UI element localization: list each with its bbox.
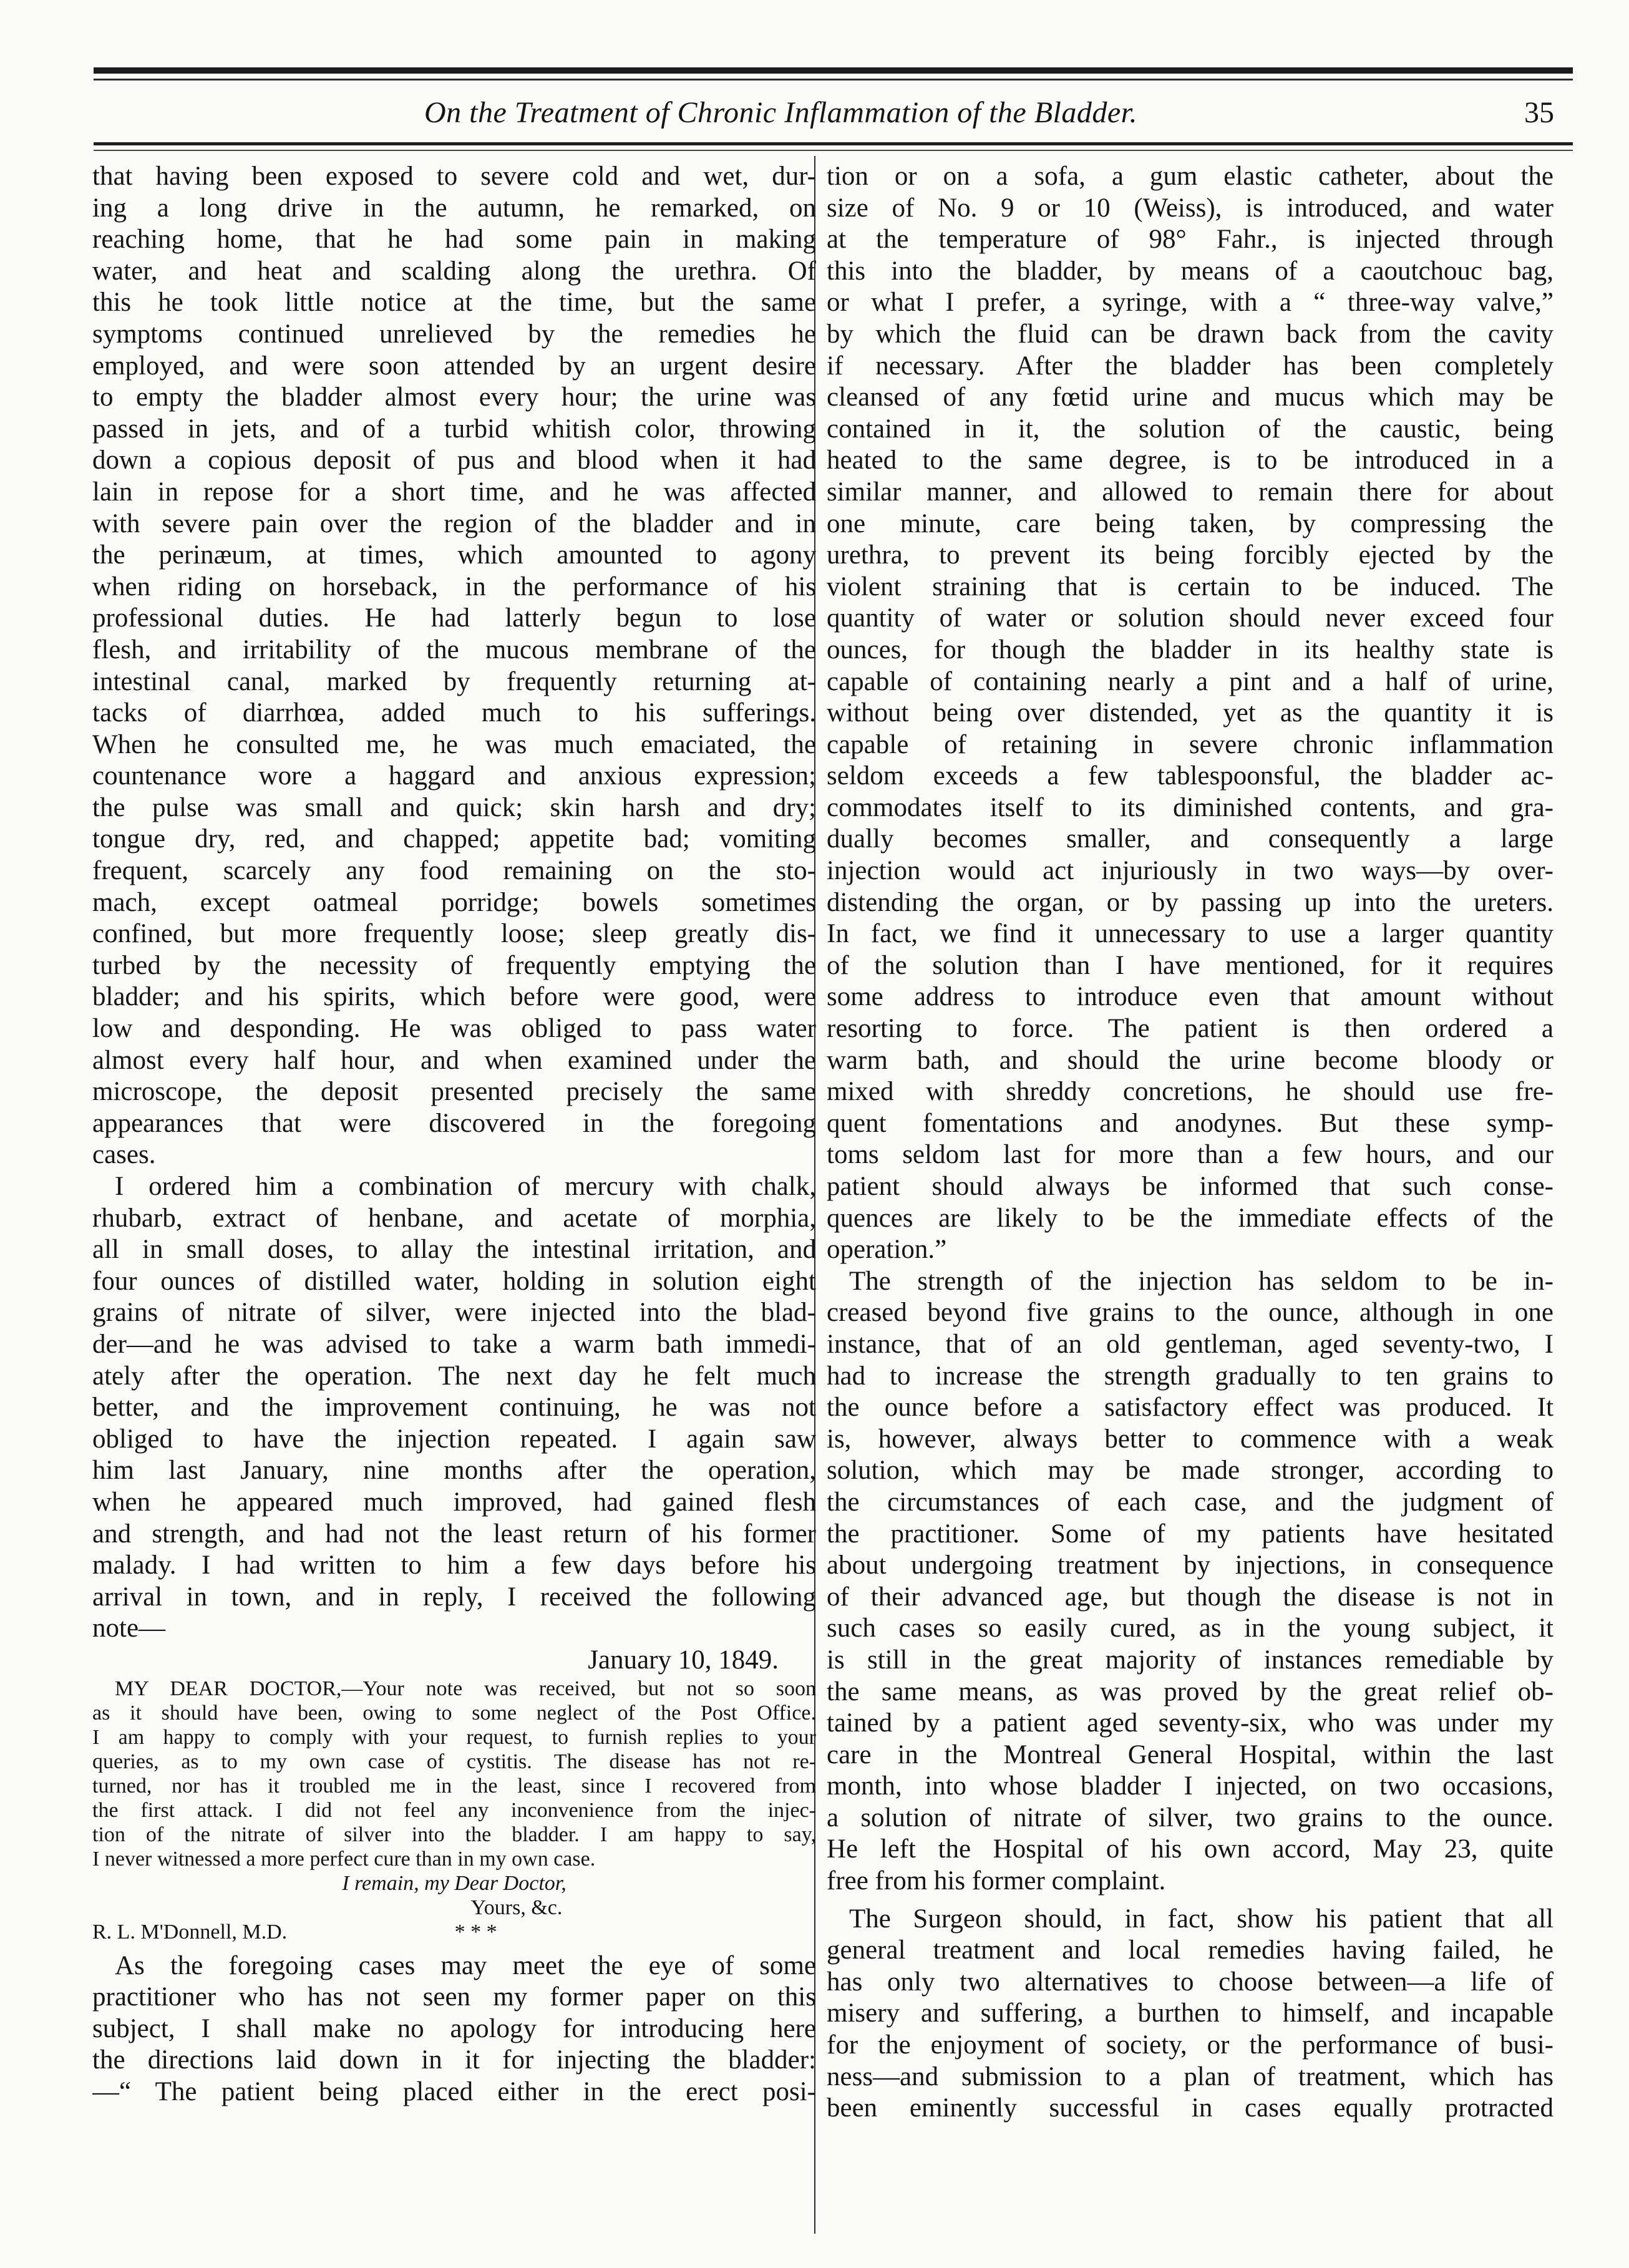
letter-line: tion of the nitrate of silver into the bladder. I am happy to say, [92, 1823, 816, 1846]
text-line: dually becomes smaller, and consequently a large [827, 824, 1554, 854]
text-line: month, into whose bladder I injected, on two occasions, [827, 1771, 1554, 1801]
text-line: low and desponding. He was obliged to pass water [92, 1014, 816, 1044]
text-line: urethra, to prevent its being forcibly ejected by the [827, 540, 1554, 570]
text-line: the directions laid down in it for injecting the bladder: [92, 2045, 816, 2075]
paragraph [92, 1171, 816, 1645]
text-line: been eminently successful in cases equally protracted [827, 2093, 1554, 2123]
text-line: solution, which may be made stronger, according to [827, 1456, 1554, 1486]
text-line: He left the Hospital of his own accord, May 23, quite [827, 1834, 1554, 1864]
text-line: The strength of the injection has seldom to be in- [849, 1266, 1554, 1296]
text-line: him last January, nine months after the operation, [92, 1456, 816, 1486]
text-line: contained in it, the solution of the caustic, being [827, 414, 1554, 444]
text-line: of the solution than I have mentioned, for it requires [827, 950, 1554, 980]
letter-closing: Yours, &c. [470, 1896, 563, 1919]
text-line: a solution of nitrate of silver, two grains to the ounce. [827, 1803, 1554, 1832]
text-line: der—and he was advised to take a warm bath immedi- [92, 1329, 816, 1359]
left-column [92, 161, 816, 2108]
text-line: the circumstances of each case, and the judgment of [827, 1487, 1554, 1517]
text-line: subject, I shall make no apology for introducing here [92, 2013, 816, 2043]
text-line: As the foregoing cases may meet the eye of some [115, 1950, 816, 1980]
text-line: injection would act injuriously in two ways—by over- [827, 856, 1554, 886]
text-line: this into the bladder, by means of a caoutchouc bag, [827, 256, 1554, 286]
letter-closing: I remain, my Dear Doctor, [342, 1871, 567, 1895]
text-line: note— [92, 1613, 166, 1643]
running-head: On the Treatment of Chronic Inflammation of the Bladder. [424, 96, 1138, 129]
text-line: capable of retaining in severe chronic inflammation [827, 729, 1554, 759]
text-line: quent fomentations and anodynes. But these symp- [827, 1108, 1554, 1138]
letter-line: the first attack. I did not feel any inconvenience from the injec- [92, 1798, 816, 1822]
text-line: frequent, scarcely any food remaining on the sto- [92, 856, 816, 886]
top-rule [94, 67, 1573, 74]
paragraph [92, 161, 816, 1171]
paragraph [92, 1950, 816, 2108]
text-line: almost every half hour, and when examined under the [92, 1045, 816, 1075]
header-rule-thin [94, 150, 1573, 151]
text-line: one minute, care being taken, by compressing the [827, 509, 1554, 538]
text-line: —“ The patient being placed either in the erect posi- [92, 2076, 816, 2106]
text-line: all in small doses, to allay the intestinal irritation, and [92, 1235, 816, 1265]
text-line: resorting to force. The patient is then ordered a [827, 1014, 1554, 1044]
text-line: creased beyond five grains to the ounce, although in one [827, 1298, 1554, 1328]
text-line: of their advanced age, but though the disease is not in [827, 1582, 1554, 1612]
text-line: that having been exposed to severe cold and wet, dur- [92, 162, 816, 191]
text-line: tacks of diarrhœa, added much to his sufferings. [92, 698, 816, 728]
top-rule-thin [94, 79, 1573, 80]
text-line: had to increase the strength gradually to ten grains to [827, 1361, 1554, 1391]
text-line: rhubarb, extract of henbane, and acetate of morphia, [92, 1203, 816, 1233]
text-line: the practitioner. Some of my patients have hesitated [827, 1519, 1554, 1549]
text-line: confined, but more frequently loose; sleep greatly dis- [92, 919, 816, 949]
signature-name: R. L. M'Donnell, M.D. [92, 1920, 288, 1944]
text-line: turbed by the necessity of frequently emptying the [92, 950, 816, 980]
text-line: lain in repose for a short time, and he was affected [92, 477, 816, 507]
text-line: the ounce before a satisfactory effect was produced. It [827, 1393, 1554, 1423]
text-line: patient should always be informed that such conse- [827, 1172, 1554, 1201]
text-line: is still in the great majority of instances remediable by [827, 1645, 1554, 1675]
text-line: without being over distended, yet as the quantity it is [827, 698, 1554, 728]
quoted-letter [92, 1677, 816, 1944]
text-line: this he took little notice at the time, but the same [92, 288, 816, 318]
text-line: ness—and submission to a plan of treatment, which has [827, 2061, 1554, 2091]
text-line: tion or on a sofa, a gum elastic catheter, about the [827, 162, 1554, 191]
letter-line: I am happy to comply with your request, to furnish replies to your [92, 1725, 816, 1749]
text-line: with severe pain over the region of the bladder and in [92, 509, 816, 538]
text-line: free from his former complaint. [827, 1866, 1166, 1896]
text-line: When he consulted me, he was much emaciated, the [92, 729, 816, 759]
text-line: flesh, and irritability of the mucous membrane of the [92, 635, 816, 664]
text-line: has only two alternatives to choose between—a life of [827, 1967, 1554, 1997]
text-line: capable of containing nearly a pint and a half of urine, [827, 666, 1554, 696]
text-line: size of No. 9 or 10 (Weiss), is introduced, and water [827, 193, 1554, 223]
text-line: passed in jets, and of a turbid whitish color, throwing [92, 414, 816, 444]
text-line: such cases so easily cured, as in the young subject, it [827, 1613, 1554, 1643]
paragraph [827, 1266, 1554, 1897]
letter-line: turned, nor has it troubled me in the least, since I recovered from [92, 1774, 816, 1798]
text-line: ately after the operation. The next day he felt much [92, 1361, 816, 1391]
text-line: employed, and were soon attended by an urgent desire [92, 351, 816, 381]
text-line: at the temperature of 98° Fahr., is injected through [827, 225, 1554, 255]
text-line: ounces, for though the bladder in its healthy state is [827, 635, 1554, 664]
text-line: I ordered him a combination of mercury with chalk, [115, 1172, 816, 1201]
right-column [827, 161, 1554, 2124]
text-line: heated to the same degree, is to be introduced in a [827, 445, 1554, 475]
text-line: operation.” [827, 1235, 947, 1265]
text-line: microscope, the deposit presented precisely the same [92, 1077, 816, 1107]
text-line: when he appeared much improved, had gained flesh [92, 1487, 816, 1517]
text-line: countenance wore a haggard and anxious expression; [92, 761, 816, 791]
paragraph [827, 161, 1554, 1266]
spacer [827, 1897, 1554, 1904]
text-line: malady. I had written to him a few days before his [92, 1550, 816, 1580]
text-line: about undergoing treatment by injections, in consequence [827, 1550, 1554, 1580]
page-number: 35 [1524, 96, 1554, 129]
text-line: appearances that were discovered in the foregoing [92, 1108, 816, 1138]
text-line: grains of nitrate of silver, were injected into the blad- [92, 1298, 816, 1328]
text-line: bladder; and his spirits, which before were good, were [92, 982, 816, 1012]
text-line: general treatment and local remedies having failed, he [827, 1935, 1554, 1965]
text-line: cases. [92, 1140, 156, 1170]
text-line: distending the organ, or by passing up into the ureters. [827, 887, 1554, 917]
text-line: seldom exceeds a few tablespoonsful, the bladder ac- [827, 761, 1554, 791]
text-line: or what I prefer, a syringe, with a “ three-way valve,” [827, 288, 1554, 318]
text-line: symptoms continued unrelieved by the remedies he [92, 319, 816, 349]
text-line: ing a long drive in the autumn, he remarked, on [92, 193, 816, 223]
text-line: care in the Montreal General Hospital, within the last [827, 1740, 1554, 1769]
text-line: The Surgeon should, in fact, show his patient that all [849, 1904, 1554, 1934]
text-line: mach, except oatmeal porridge; bowels sometimes [92, 887, 816, 917]
letter-line: as it should have been, owing to some neglect of the Post Office. [92, 1701, 816, 1725]
text-line: practitioner who has not seen my former paper on this [92, 1982, 816, 2012]
text-line: by which the fluid can be drawn back from the cavity [827, 319, 1554, 349]
text-line: intestinal canal, marked by frequently returning at- [92, 666, 816, 696]
text-line: reaching home, that he had some pain in making [92, 225, 816, 255]
text-line: quences are likely to be the immediate effects of the [827, 1203, 1554, 1233]
letter-line: MY DEAR DOCTOR,—Your note was received, but not so soon [115, 1677, 816, 1700]
text-line: arrival in town, and in reply, I received the following [92, 1582, 816, 1612]
text-line: when riding on horseback, in the performance of his [92, 572, 816, 601]
letter-line: queries, as to my own case of cystitis. The disease has not re- [92, 1750, 816, 1773]
text-line: and strength, and had not the least return of his former [92, 1519, 816, 1549]
text-line: the pulse was small and quick; skin harsh and dry; [92, 792, 816, 822]
text-line: is, however, always better to commence with a weak [827, 1424, 1554, 1454]
spacer [92, 1944, 816, 1950]
text-line: warm bath, and should the urine become bloody or [827, 1045, 1554, 1075]
section-break-stars: * * * [454, 1920, 497, 1944]
text-line: tongue dry, red, and chapped; appetite bad; vomiting [92, 824, 816, 854]
page-header [94, 86, 1573, 140]
letter-date: January 10, 1849. [588, 1645, 779, 1675]
text-line: water, and heat and scalding along the urethra. Of [92, 256, 816, 286]
text-line: better, and the improvement continuing, he was not [92, 1393, 816, 1423]
letter-line: I never witnessed a more perfect cure than in my own case. [92, 1847, 596, 1871]
header-rule [94, 142, 1573, 145]
text-line: obliged to have the injection repeated. I again saw [92, 1424, 816, 1454]
text-line: cleansed of any fœtid urine and mucus which may be [827, 382, 1554, 412]
text-line: similar manner, and allowed to remain there for about [827, 477, 1554, 507]
text-line: commodates itself to its diminished contents, and gra- [827, 792, 1554, 822]
text-line: toms seldom last for more than a few hours, and our [827, 1140, 1554, 1170]
text-line: to empty the bladder almost every hour; the urine was [92, 382, 816, 412]
text-line: instance, that of an old gentleman, aged seventy-two, I [827, 1329, 1554, 1359]
text-line: misery and suffering, a burthen to himself, and incapable [827, 1998, 1554, 2028]
text-line: down a copious deposit of pus and blood when it had [92, 445, 816, 475]
text-line: In fact, we find it unnecessary to use a larger quantity [827, 919, 1554, 949]
text-line: four ounces of distilled water, holding in solution eight [92, 1266, 816, 1296]
text-line: for the enjoyment of society, or the performance of busi- [827, 2030, 1554, 2060]
text-line: some address to introduce even that amount without [827, 982, 1554, 1012]
text-line: tained by a patient aged seventy-six, who was under my [827, 1708, 1554, 1738]
text-line: quantity of water or solution should never exceed four [827, 603, 1554, 633]
paragraph [827, 1904, 1554, 2124]
text-line: violent straining that is certain to be induced. The [827, 572, 1554, 601]
text-line: the perinæum, at times, which amounted to agony [92, 540, 816, 570]
letter-signature [92, 1920, 816, 1944]
text-line: the same means, as was proved by the great relief ob- [827, 1677, 1554, 1706]
text-line: mixed with shreddy concretions, he should use fre- [827, 1077, 1554, 1107]
text-line: if necessary. After the bladder has been completely [827, 351, 1554, 381]
text-line: professional duties. He had latterly begun to lose [92, 603, 816, 633]
